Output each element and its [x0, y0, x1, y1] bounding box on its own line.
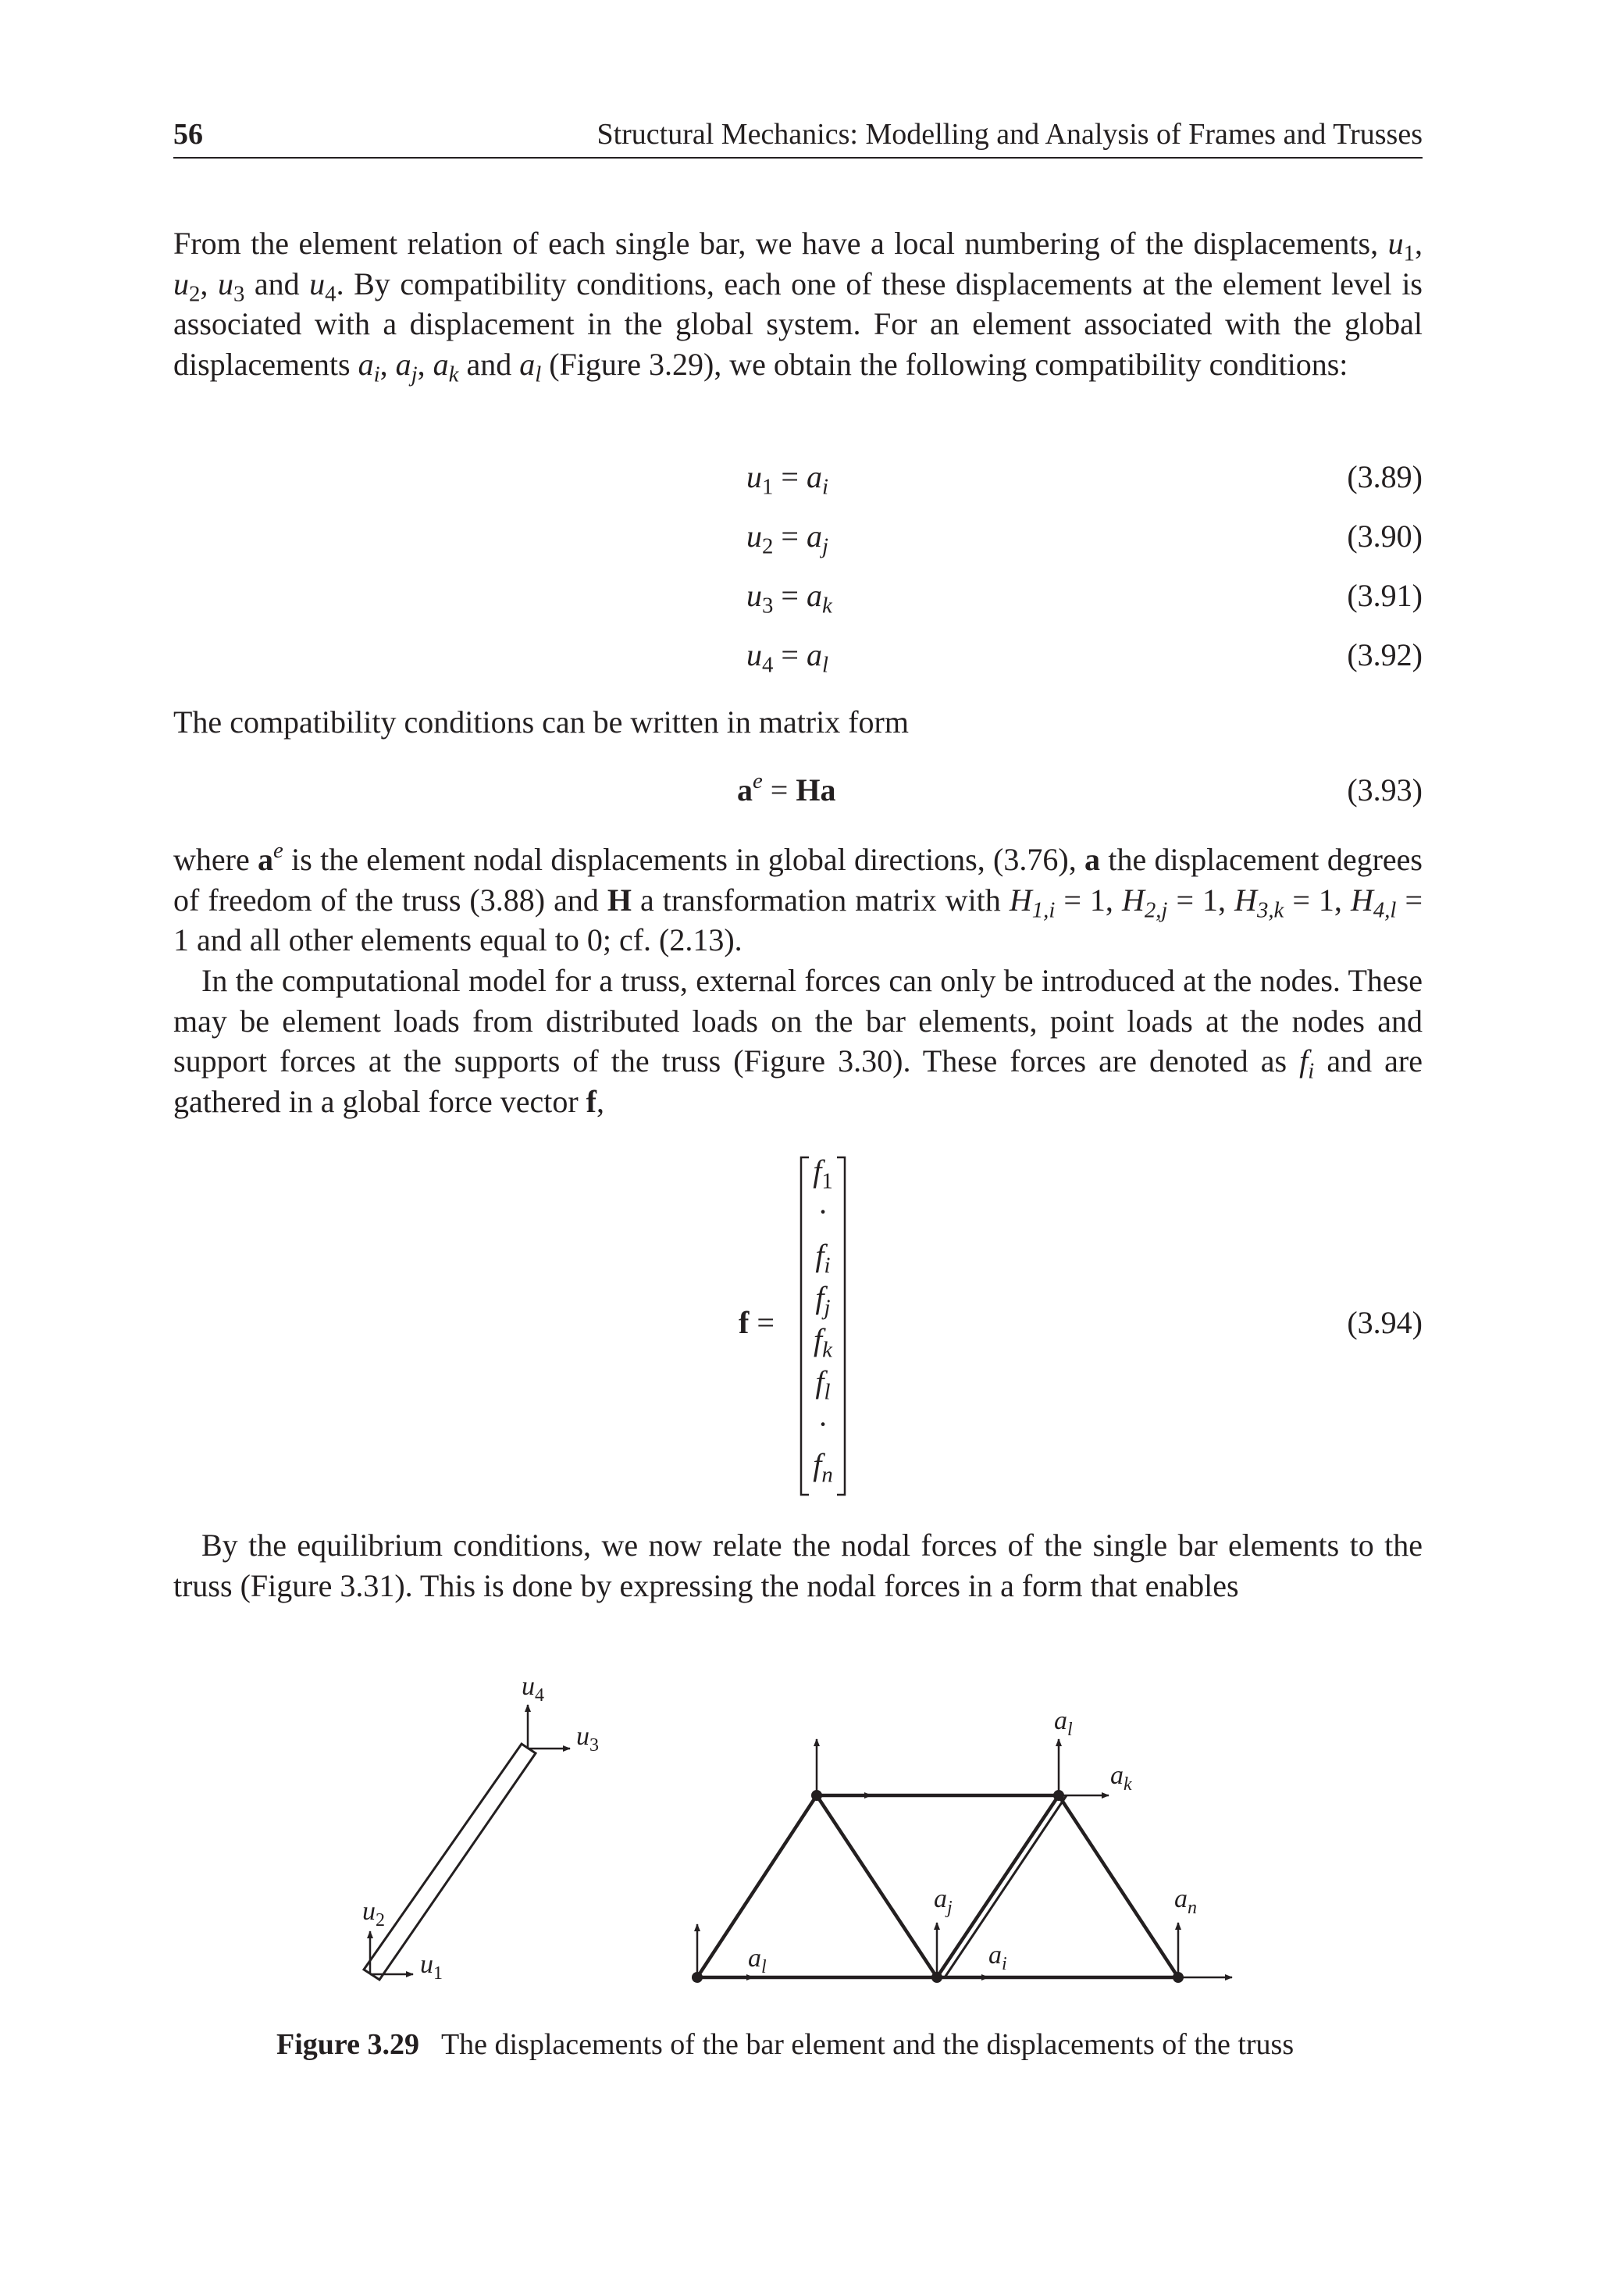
para-text: and are gathered in a global force vector [173, 1043, 1423, 1119]
math-op: = [773, 459, 807, 494]
math-var: f [586, 1083, 597, 1119]
label-u1: $u_1$ [420, 1950, 443, 1984]
paragraph-matrix-form: The compatibility conditions can be written in matrix form [173, 704, 909, 740]
vector-ellipsis: · [817, 1194, 828, 1229]
vector-ellipsis: · [817, 1406, 828, 1442]
vector-entry: $f_n$ [813, 1447, 833, 1488]
math-op: = [762, 772, 796, 808]
para-text: , [379, 346, 396, 382]
para-text: = 1 [173, 882, 1423, 957]
para-text: = 1, [1284, 882, 1351, 918]
para-text: From the element relation of each single bar, we have a local numbering of the displacements, [173, 226, 1379, 261]
math-var: u [746, 637, 762, 672]
figure-caption-label: Figure 3.29 [276, 2028, 419, 2061]
label-an: $a_n$ [1174, 1884, 1197, 1918]
para-text: is the element nodal displacements in global directions, (3.76), [283, 842, 1085, 877]
vector-entry: $f_i$ [815, 1238, 831, 1278]
math-sub: 1 [762, 474, 774, 500]
para-text: In the computational model for a truss, external forces can only be introduced at the nodes. These may be element loads from distributed loads on the bar elements, point loads at the nodes and support forces at the supports of the truss (Figure 3.30). These forces are denoted as [173, 963, 1423, 1078]
math-var: u [746, 578, 762, 613]
math-var: a [258, 842, 274, 877]
math-sub: k [448, 362, 459, 387]
math-var: a [519, 346, 536, 382]
math-var: H [1350, 882, 1373, 918]
math-sub: i [1308, 1058, 1315, 1084]
para-text: , [596, 1083, 604, 1119]
label-al: $a_l$ [1054, 1706, 1073, 1740]
math-sub: i [373, 362, 380, 387]
math-var: H [1121, 882, 1145, 918]
vector-entry: $f_k$ [814, 1322, 832, 1363]
math-sub: j [821, 533, 828, 559]
math-var: u [217, 266, 233, 301]
math-sub: j [411, 362, 418, 387]
vector-entry: $f_1$ [813, 1153, 833, 1194]
equation-number: (3.89) [1347, 459, 1423, 494]
running-title: Structural Mechanics: Modelling and Analysis of Frames and Trusses [597, 118, 1423, 151]
para-text: . By compatibility conditions, each one of these displacements at the element level is associated with a displacement in the global system. For an element associated with the global displacements [173, 266, 1423, 382]
para-text: and all other elements equal to 0; cf. (2.13). [189, 922, 743, 957]
math-var: u [309, 266, 326, 301]
label-u4: $u_4$ [522, 1672, 544, 1706]
math-var: a [737, 772, 753, 808]
math-var: a [358, 346, 374, 382]
math-sub: 3 [762, 593, 774, 619]
math-sub: l [821, 652, 828, 678]
math-var: u [746, 459, 762, 494]
math-op: = [773, 637, 807, 672]
para-text: where [173, 842, 258, 877]
math-var: u [1387, 226, 1404, 261]
para-text: = 1, [1055, 882, 1122, 918]
equation-number: (3.94) [1347, 1305, 1423, 1340]
paragraph-equilibrium: By the equilibrium conditions, we now relate the nodal forces of the single bar elements to the truss (Figure 3.31). This is done by expressing the nodal forces in a form that enables [173, 1528, 1423, 1603]
para-text: and [244, 266, 310, 301]
para-text: and [458, 346, 520, 382]
math-sub: 4,l [1373, 897, 1397, 923]
math-var: a [806, 637, 822, 672]
para-text: a transformation matrix with [631, 882, 1010, 918]
math-sup: e [273, 838, 283, 864]
math-sup: e [753, 768, 763, 794]
label-aj: $a_j$ [934, 1884, 953, 1918]
math-sub: 1,i [1031, 897, 1056, 923]
math-sub: 3 [233, 281, 245, 307]
equation-number: (3.90) [1347, 519, 1423, 554]
label-a1: $a_l$ [748, 1944, 767, 1977]
math-var: a [1084, 842, 1101, 877]
equation-number: (3.92) [1347, 637, 1423, 672]
math-sub: 2 [189, 281, 201, 307]
math-var: a [806, 459, 822, 494]
label-u2: $u_2$ [362, 1897, 385, 1931]
para-text: , [200, 266, 218, 301]
math-var: H [1009, 882, 1032, 918]
math-sub: i [821, 474, 828, 500]
label-ak: $a_k$ [1110, 1761, 1132, 1795]
math-var: H [607, 882, 632, 918]
math-sub: 1 [1403, 241, 1415, 266]
equation-number: (3.91) [1347, 578, 1423, 613]
para-text: the displacement degrees of freedom of the truss (3.88) and [173, 842, 1423, 918]
label-ai: $a_i$ [988, 1941, 1007, 1974]
math-var: a [395, 346, 411, 382]
para-text: , [417, 346, 433, 382]
math-var: u [746, 519, 762, 554]
math-sub: 4 [325, 281, 337, 307]
math-sub: l [535, 362, 542, 387]
math-op: = [749, 1305, 775, 1340]
figure-caption [276, 2027, 1294, 2062]
para-text: , [1415, 226, 1423, 261]
math-var: Ha [796, 772, 836, 808]
math-sub: 4 [762, 652, 774, 678]
bar-element [364, 1744, 536, 1980]
page-number: 56 [173, 118, 203, 151]
vector-entry: $f_l$ [815, 1364, 831, 1405]
para-text: = 1, [1167, 882, 1235, 918]
math-var: f [739, 1305, 750, 1340]
math-var: f [1299, 1043, 1309, 1078]
para-text: (Figure 3.29), we obtain the following compatibility conditions: [541, 346, 1348, 382]
math-var: a [433, 346, 449, 382]
figure-caption-text: The displacements of the bar element and the displacements of the truss [440, 2028, 1295, 2061]
label-u3: $u_3$ [576, 1722, 599, 1756]
math-op: = [773, 519, 807, 554]
math-var: a [806, 519, 822, 554]
math-op: = [773, 578, 807, 613]
math-sub: 2,j [1144, 897, 1168, 923]
math-var: a [806, 578, 822, 613]
equation-number: (3.93) [1347, 772, 1423, 808]
math-sub: k [821, 593, 832, 619]
math-sub: 3,k [1256, 897, 1284, 923]
math-var: H [1234, 882, 1257, 918]
vector-entry: $f_j$ [815, 1280, 831, 1321]
math-var: u [173, 266, 189, 301]
math-sub: 2 [762, 533, 774, 559]
